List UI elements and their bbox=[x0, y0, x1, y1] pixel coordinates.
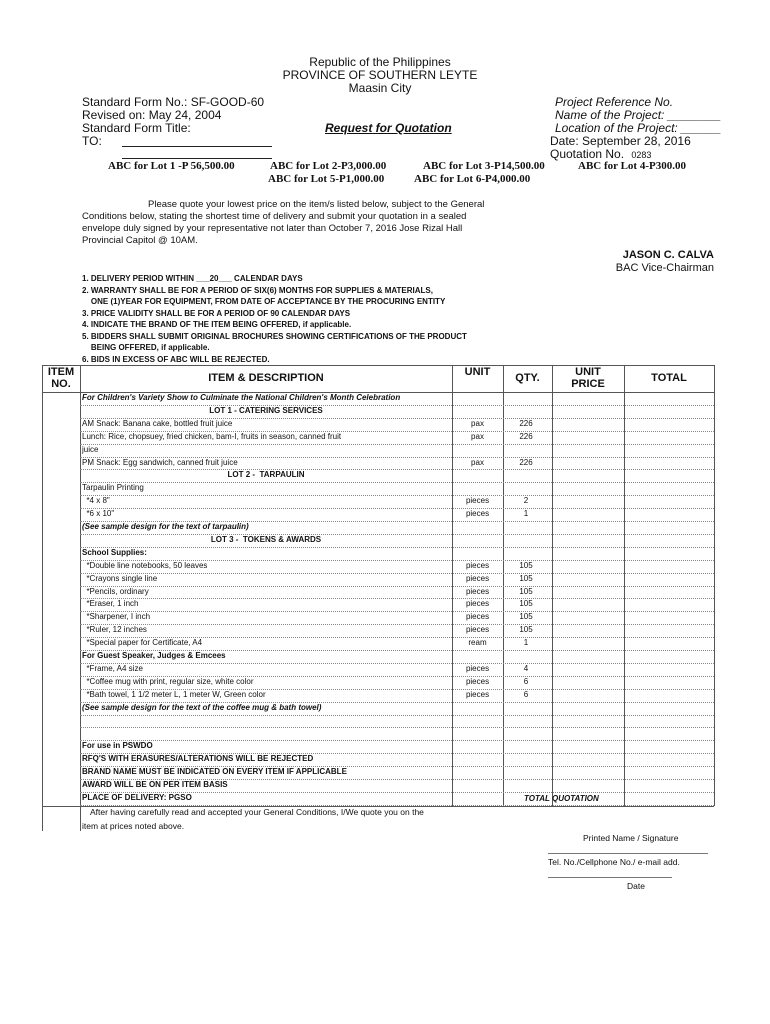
table-row-divider bbox=[80, 598, 714, 599]
table-row-qty: 1 bbox=[523, 509, 529, 519]
table-row-desc: PLACE OF DELIVERY: PGSO bbox=[82, 792, 192, 802]
table-row-unit: pieces bbox=[465, 689, 490, 699]
footer-acceptance-line2: item at prices noted above. bbox=[82, 821, 185, 831]
table-row-qty: 4 bbox=[523, 663, 529, 673]
table-row-divider bbox=[80, 715, 714, 716]
abc-lot-3: ABC for Lot 3-P14,500.00 bbox=[423, 160, 545, 172]
table-row-desc: *Double line notebooks, 50 leaves bbox=[82, 560, 208, 570]
table-row-qty: 105 bbox=[519, 573, 533, 583]
table-row-desc: LOT 3 - TOKENS & AWARDS bbox=[210, 534, 322, 544]
header-unit-price-line2: PRICE bbox=[571, 378, 605, 390]
table-row-unit: pieces bbox=[465, 625, 490, 635]
table-row-divider bbox=[80, 495, 714, 496]
table-row-unit: pieces bbox=[465, 560, 490, 570]
table-row-qty: 2 bbox=[523, 496, 529, 506]
table-row-unit: pax bbox=[471, 457, 484, 467]
table-row-unit: pieces bbox=[465, 586, 490, 596]
header-qty: QTY. bbox=[515, 372, 540, 384]
table-row-divider bbox=[80, 508, 714, 509]
condition-3: 3. PRICE VALIDITY SHALL BE FOR A PERIOD OF 90 CALENDAR DAYS bbox=[82, 309, 351, 318]
table-row-unit: ream bbox=[468, 638, 487, 648]
table-row-unit: pieces bbox=[465, 612, 490, 622]
date-label: Date bbox=[627, 881, 645, 891]
condition-4: 4. INDICATE THE BRAND OF THE ITEM BEING OFFERED, if applicable. bbox=[82, 320, 352, 329]
to-underline bbox=[122, 146, 272, 147]
table-row-desc: *Bath towel, 1 1/2 meter L, 1 meter W, Green color bbox=[82, 689, 266, 699]
table-row-qty: 226 bbox=[519, 418, 533, 428]
project-location: Location of the Project: ______ bbox=[555, 121, 722, 135]
table-row-divider bbox=[80, 586, 714, 587]
printed-name-label: Printed Name / Signature bbox=[583, 833, 679, 843]
table-row-desc: (See sample design for the text of the coffee mug & bath towel) bbox=[82, 702, 322, 712]
table-row-divider bbox=[80, 624, 714, 625]
table-row-desc: *Pencils, ordinary bbox=[82, 586, 149, 596]
table-row-qty: 226 bbox=[519, 457, 533, 467]
quotation-no-label-text: Quotation No. bbox=[550, 147, 625, 161]
condition-2: 2. WARRANTY SHALL BE FOR A PERIOD OF SIX(6) MONTHS FOR SUPPLIES & MATERIALS, bbox=[82, 286, 433, 295]
header-item-no-line1: ITEM bbox=[47, 366, 75, 378]
abc-lot-5: ABC for Lot 5-P1,000.00 bbox=[268, 173, 385, 185]
table-row-divider bbox=[80, 482, 714, 483]
table-row-divider bbox=[80, 573, 714, 574]
table-row-desc: *Crayons single line bbox=[82, 573, 158, 583]
table-row-divider bbox=[80, 444, 714, 445]
table-row-desc: LOT 1 - CATERING SERVICES bbox=[209, 405, 323, 415]
header-province: PROVINCE OF SOUTHERN LEYTE bbox=[282, 68, 478, 82]
intro-line-2: Conditions below, stating the shortest time of delivery and submit your quotation in a sealed bbox=[82, 211, 467, 222]
table-row-desc: BRAND NAME MUST BE INDICATED ON EVERY ITEM IF APPLICABLE bbox=[82, 767, 347, 777]
condition-5: 5. BIDDERS SHALL SUBMIT ORIGINAL BROCHURES SHOWING CERTIFICATIONS OF THE PRODUCT bbox=[82, 332, 467, 341]
condition-5b: BEING OFFERED, if applicable. bbox=[82, 343, 210, 352]
tel-label: Tel. No./Cellphone No./ e-mail add. bbox=[548, 857, 680, 867]
signatory-title: BAC Vice-Chairman bbox=[615, 262, 714, 274]
table-row-unit: pieces bbox=[465, 663, 490, 673]
project-name: Name of the Project: ________ bbox=[555, 108, 722, 122]
abc-lot-1: ABC for Lot 1 -P 56,500.00 bbox=[108, 160, 235, 172]
header-total: TOTAL bbox=[651, 372, 687, 384]
table-row-desc: *4 x 8" bbox=[82, 496, 110, 506]
table-row-desc: Tarpaulin Printing bbox=[82, 483, 144, 493]
col-line-item-left bbox=[42, 365, 43, 831]
table-row-desc: juice bbox=[82, 444, 99, 454]
intro-line-1: Please quote your lowest price on the item/s listed below, subject to the General bbox=[148, 199, 485, 210]
header-republic: Republic of the Philippines bbox=[309, 55, 451, 69]
tel-signature-line bbox=[548, 853, 708, 854]
table-row-desc: LOT 2 - TARPAULIN bbox=[227, 470, 305, 480]
header-item-description: ITEM & DESCRIPTION bbox=[208, 372, 324, 384]
table-row-desc: For Guest Speaker, Judges & Emcees bbox=[82, 651, 226, 660]
signatory-name: JASON C. CALVA bbox=[622, 249, 714, 261]
abc-lot-6: ABC for Lot 6-P4,000.00 bbox=[414, 173, 531, 185]
table-row-desc: School Supplies: bbox=[82, 547, 147, 557]
to-label: TO: bbox=[82, 134, 102, 148]
quotation-date: Date: September 28, 2016 bbox=[550, 134, 691, 148]
footer-acceptance-line1: After having carefully read and accepted your General Conditions, I/We quote you on the bbox=[90, 807, 424, 817]
table-row-desc: PM Snack: Egg sandwich, canned fruit juice bbox=[82, 457, 238, 467]
table-row-qty: 105 bbox=[519, 625, 533, 635]
header-unit-price-line1: UNIT bbox=[575, 366, 601, 378]
table-row-unit: pax bbox=[471, 431, 484, 441]
table-row-qty: 6 bbox=[523, 676, 529, 686]
table-row-divider bbox=[80, 611, 714, 612]
document-title: Request for Quotation bbox=[325, 121, 452, 135]
standard-form-no: Standard Form No.: SF-GOOD-60 bbox=[82, 95, 265, 109]
table-row-desc: For Children's Variety Show to Culminate the National Children's Month Celebration bbox=[82, 393, 401, 402]
date-signature-line bbox=[548, 877, 672, 878]
table-row-unit: pieces bbox=[465, 676, 490, 686]
table-row-desc: Lunch: Rice, chopsuey, fried chicken, bam-I, fruits in season, canned fruit bbox=[82, 431, 342, 441]
table-row-desc: *Coffee mug with print, regular size, white color bbox=[82, 676, 254, 686]
abc-lot-2: ABC for Lot 2-P3,000.00 bbox=[270, 160, 387, 172]
table-row-qty: 105 bbox=[519, 612, 533, 622]
header-city: Maasin City bbox=[348, 81, 412, 95]
quotation-no-value: 0283 bbox=[631, 150, 652, 160]
header-item-no-line2: NO. bbox=[51, 378, 71, 390]
intro-line-4: Provincial Capitol @ 10AM. bbox=[82, 235, 198, 246]
table-row-qty: 105 bbox=[519, 560, 533, 570]
table-row-qty: 105 bbox=[519, 599, 533, 609]
condition-2b: ONE (1)YEAR FOR EQUIPMENT, FROM DATE OF ACCEPTANCE BY THE PROCURING ENTITY bbox=[82, 297, 446, 306]
table-row-divider bbox=[80, 727, 714, 728]
table-row-desc: *Eraser, 1 inch bbox=[82, 599, 139, 609]
table-row-qty: 6 bbox=[523, 689, 529, 699]
table-row-desc: (See sample design for the text of tarpaulin) bbox=[82, 522, 249, 531]
table-row-desc: *Sharpener, I inch bbox=[82, 612, 151, 622]
total-quotation-label: TOTAL QUOTATION bbox=[524, 794, 599, 803]
table-row-unit: pieces bbox=[465, 509, 490, 519]
table-row-unit: pieces bbox=[465, 496, 490, 506]
standard-form-title: Standard Form Title: bbox=[82, 121, 191, 135]
col-line-right bbox=[714, 365, 715, 806]
table-row-unit: pieces bbox=[465, 599, 490, 609]
table-row-qty: 105 bbox=[519, 586, 533, 596]
header-unit: UNIT bbox=[464, 366, 491, 378]
table-row-desc: *Special paper for Certificate, A4 bbox=[82, 638, 203, 648]
table-row-unit: pax bbox=[471, 418, 484, 428]
project-reference: Project Reference No. bbox=[555, 95, 674, 109]
table-row-divider bbox=[80, 740, 714, 741]
table-row-desc: RFQ'S WITH ERASURES/ALTERATIONS WILL BE REJECTED bbox=[82, 754, 314, 764]
condition-6: 6. BIDS IN EXCESS OF ABC WILL BE REJECTED. bbox=[82, 355, 270, 364]
condition-1: 1. DELIVERY PERIOD WITHIN ___20___ CALENDAR DAYS bbox=[82, 274, 303, 283]
table-row-desc: *Frame, A4 size bbox=[82, 663, 143, 673]
abc-lot-4: ABC for Lot 4-P300.00 bbox=[578, 160, 686, 172]
revised-on: Revised on: May 24, 2004 bbox=[82, 108, 222, 122]
intro-line-3: envelope duly signed by your representative not later than October 7, 2016 Jose Rizal Hall bbox=[82, 223, 463, 234]
table-row-divider bbox=[80, 663, 714, 664]
table-row-desc: AWARD WILL BE ON PER ITEM BASIS bbox=[82, 780, 228, 789]
table-row-desc: *6 x 10" bbox=[82, 509, 115, 519]
table-row-desc: AM Snack: Banana cake, bottled fruit juice bbox=[82, 418, 233, 428]
table-row-divider bbox=[80, 547, 714, 548]
table-row-desc: *Ruler, 12 inches bbox=[82, 625, 147, 635]
quotation-no-label bbox=[550, 147, 651, 161]
table-row-unit: pieces bbox=[465, 573, 490, 583]
table-row-qty: 1 bbox=[523, 638, 529, 648]
to-underline-2 bbox=[122, 158, 272, 159]
table-row-desc: For use in PSWDO bbox=[82, 741, 153, 751]
table-row-qty: 226 bbox=[519, 431, 533, 441]
